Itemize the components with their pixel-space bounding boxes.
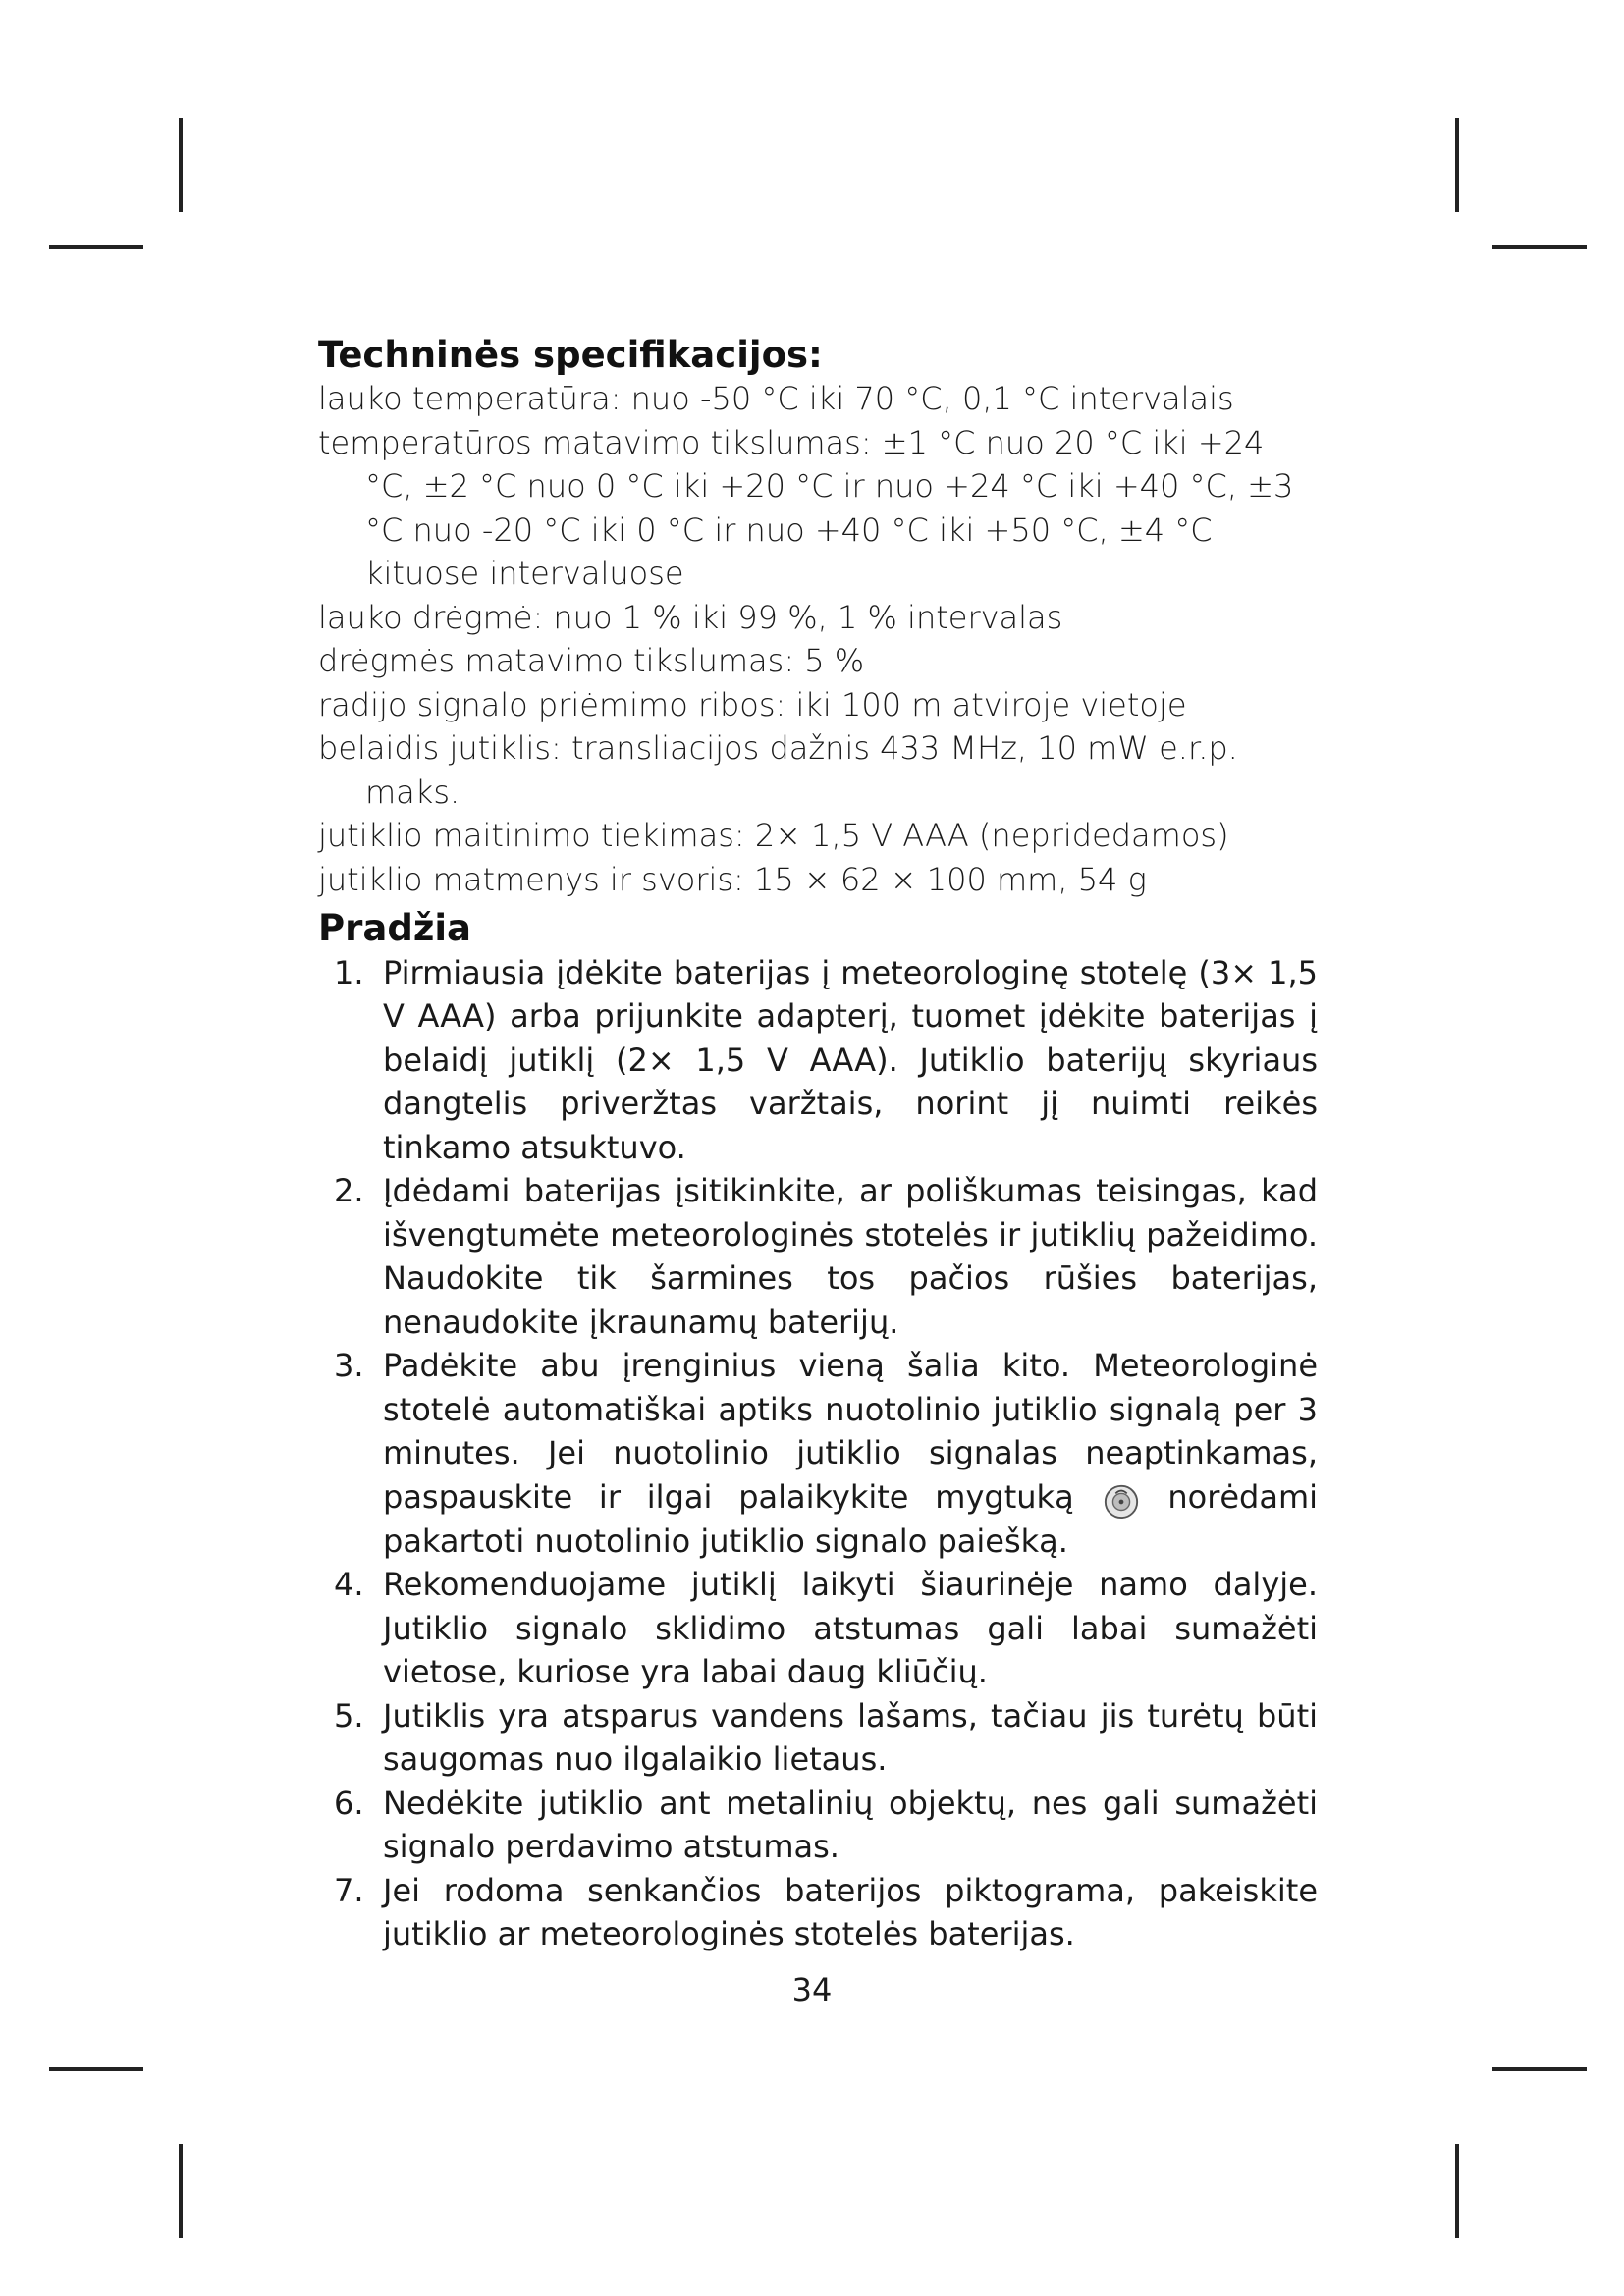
crop-mark-bottom-right-vertical [1455, 2144, 1459, 2238]
spec-item: jutiklio matmenys ir svoris: 15 × 62 × 100 mm, 54 g [318, 860, 1147, 898]
step-item [318, 1169, 1318, 1344]
step-text: Jei rodoma senkančios baterijos piktograma, pakeiskite jutiklio ar meteorologinės stotelės baterijas. [383, 1871, 1318, 1953]
step-item [318, 1782, 1318, 1869]
spec-item: lauko drėgmė: nuo 1 % iki 99 %, 1 % intervalas [318, 598, 1063, 636]
step-text: Įdėdami baterijas įsitikinkite, ar poliškumas teisingas, kad išvengtumėte meteorologinės stotelės ir jutiklių pažeidimo. Naudokite tik šarmines tos pačios rūšies baterijas, nenaudokite įkraunamų baterijų. [383, 1172, 1318, 1341]
spec-item: drėgmės matavimo tikslumas: 5 % [318, 642, 865, 680]
spec-item: lauko temperatūra: nuo -50 °C iki 70 °C, 0,1 °C intervalais [318, 380, 1234, 418]
step-number: 7. [334, 1871, 364, 1909]
step-number: 6. [334, 1784, 364, 1822]
step-text: Nedėkite jutiklio ant metalinių objektų, nes gali sumažėti signalo perdavimo atstumas. [383, 1784, 1318, 1866]
step-text: Jutiklis yra atsparus vandens lašams, tačiau jis turėtų būti saugomas nuo ilgalaikio lietaus. [383, 1696, 1318, 1779]
crop-mark-top-right-vertical [1455, 118, 1459, 212]
specs-heading: Techninės specifikacijos: [318, 334, 823, 376]
step-number: 4. [334, 1566, 364, 1604]
step-text: Padėkite abu įrenginius vieną šalia kito. Meteorologinė stotelė automatiškai aptiks nuotolinio jutiklio signalą per 3 minutes. Jei nuotolinio jutiklio signalas neaptinkamas, paspauskite ir ilgai palaikykite mygtuką [383, 1347, 1318, 1516]
step-number: 3. [334, 1347, 364, 1385]
crop-mark-bottom-left-horizontal [49, 2067, 143, 2071]
page-content [318, 334, 1318, 1956]
crop-mark-top-left-vertical [179, 118, 183, 212]
step-item [318, 1869, 1318, 1956]
step-item [318, 1694, 1318, 1782]
crop-mark-bottom-right-horizontal [1492, 2067, 1587, 2071]
spec-item: belaidis jutiklis: transliacijos dažnis 433 MHz, 10 mW e.r.p. maks. [318, 729, 1238, 811]
step-text: Pirmiausia įdėkite baterijas į meteorologinę stotelę (3× 1,5 V AAA) arba prijunkite adapterį, tuomet įdėkite baterijas į belaidį jutiklį (2× 1,5 V AAA). Jutiklio baterijų skyriaus dangtelis priveržtas varžtais, norint jį nuimti reikės tinkamo atsuktuvo. [383, 953, 1318, 1166]
page-number: 34 [791, 1971, 833, 2008]
spec-item: jutiklio maitinimo tiekimas: 2× 1,5 V AAA (nepridedamos) [318, 817, 1229, 855]
step-item [318, 1344, 1318, 1563]
crop-mark-top-right-horizontal [1492, 245, 1587, 249]
spec-item: temperatūros matavimo tikslumas: ±1 °C nuo 20 °C iki +24 °C, ±2 °C nuo 0 °C iki +20 °C ir nuo +24 °C iki +40 °C, ±3 °C nuo -20 °C iki 0 °C ir nuo +40 °C iki +50 °C, ±4 °C kituose intervaluose [318, 423, 1294, 593]
steps-list [318, 951, 1318, 1956]
start-heading: Pradžia [318, 907, 472, 950]
step-item [318, 1563, 1318, 1694]
step-item [318, 951, 1318, 1170]
step-number: 1. [334, 953, 364, 991]
step-number: 2. [334, 1172, 364, 1210]
step-text: Rekomenduojame jutiklį laikyti šiaurinėje namo dalyje. Jutiklio signalo sklidimo atstumas gali labai sumažėti vietose, kuriose yra labai daug kliūčių. [383, 1566, 1318, 1691]
spec-item: radijo signalo priėmimo ribos: iki 100 m atviroje vietoje [318, 685, 1187, 723]
crop-mark-bottom-left-vertical [179, 2144, 183, 2238]
specs-list [318, 377, 1318, 901]
step-text: norėdami pakartoti nuotolinio jutiklio signalo paiešką. [383, 1477, 1319, 1560]
crop-mark-top-left-horizontal [49, 245, 143, 249]
signal-button-icon [1103, 1482, 1140, 1520]
step-number: 5. [334, 1696, 364, 1735]
